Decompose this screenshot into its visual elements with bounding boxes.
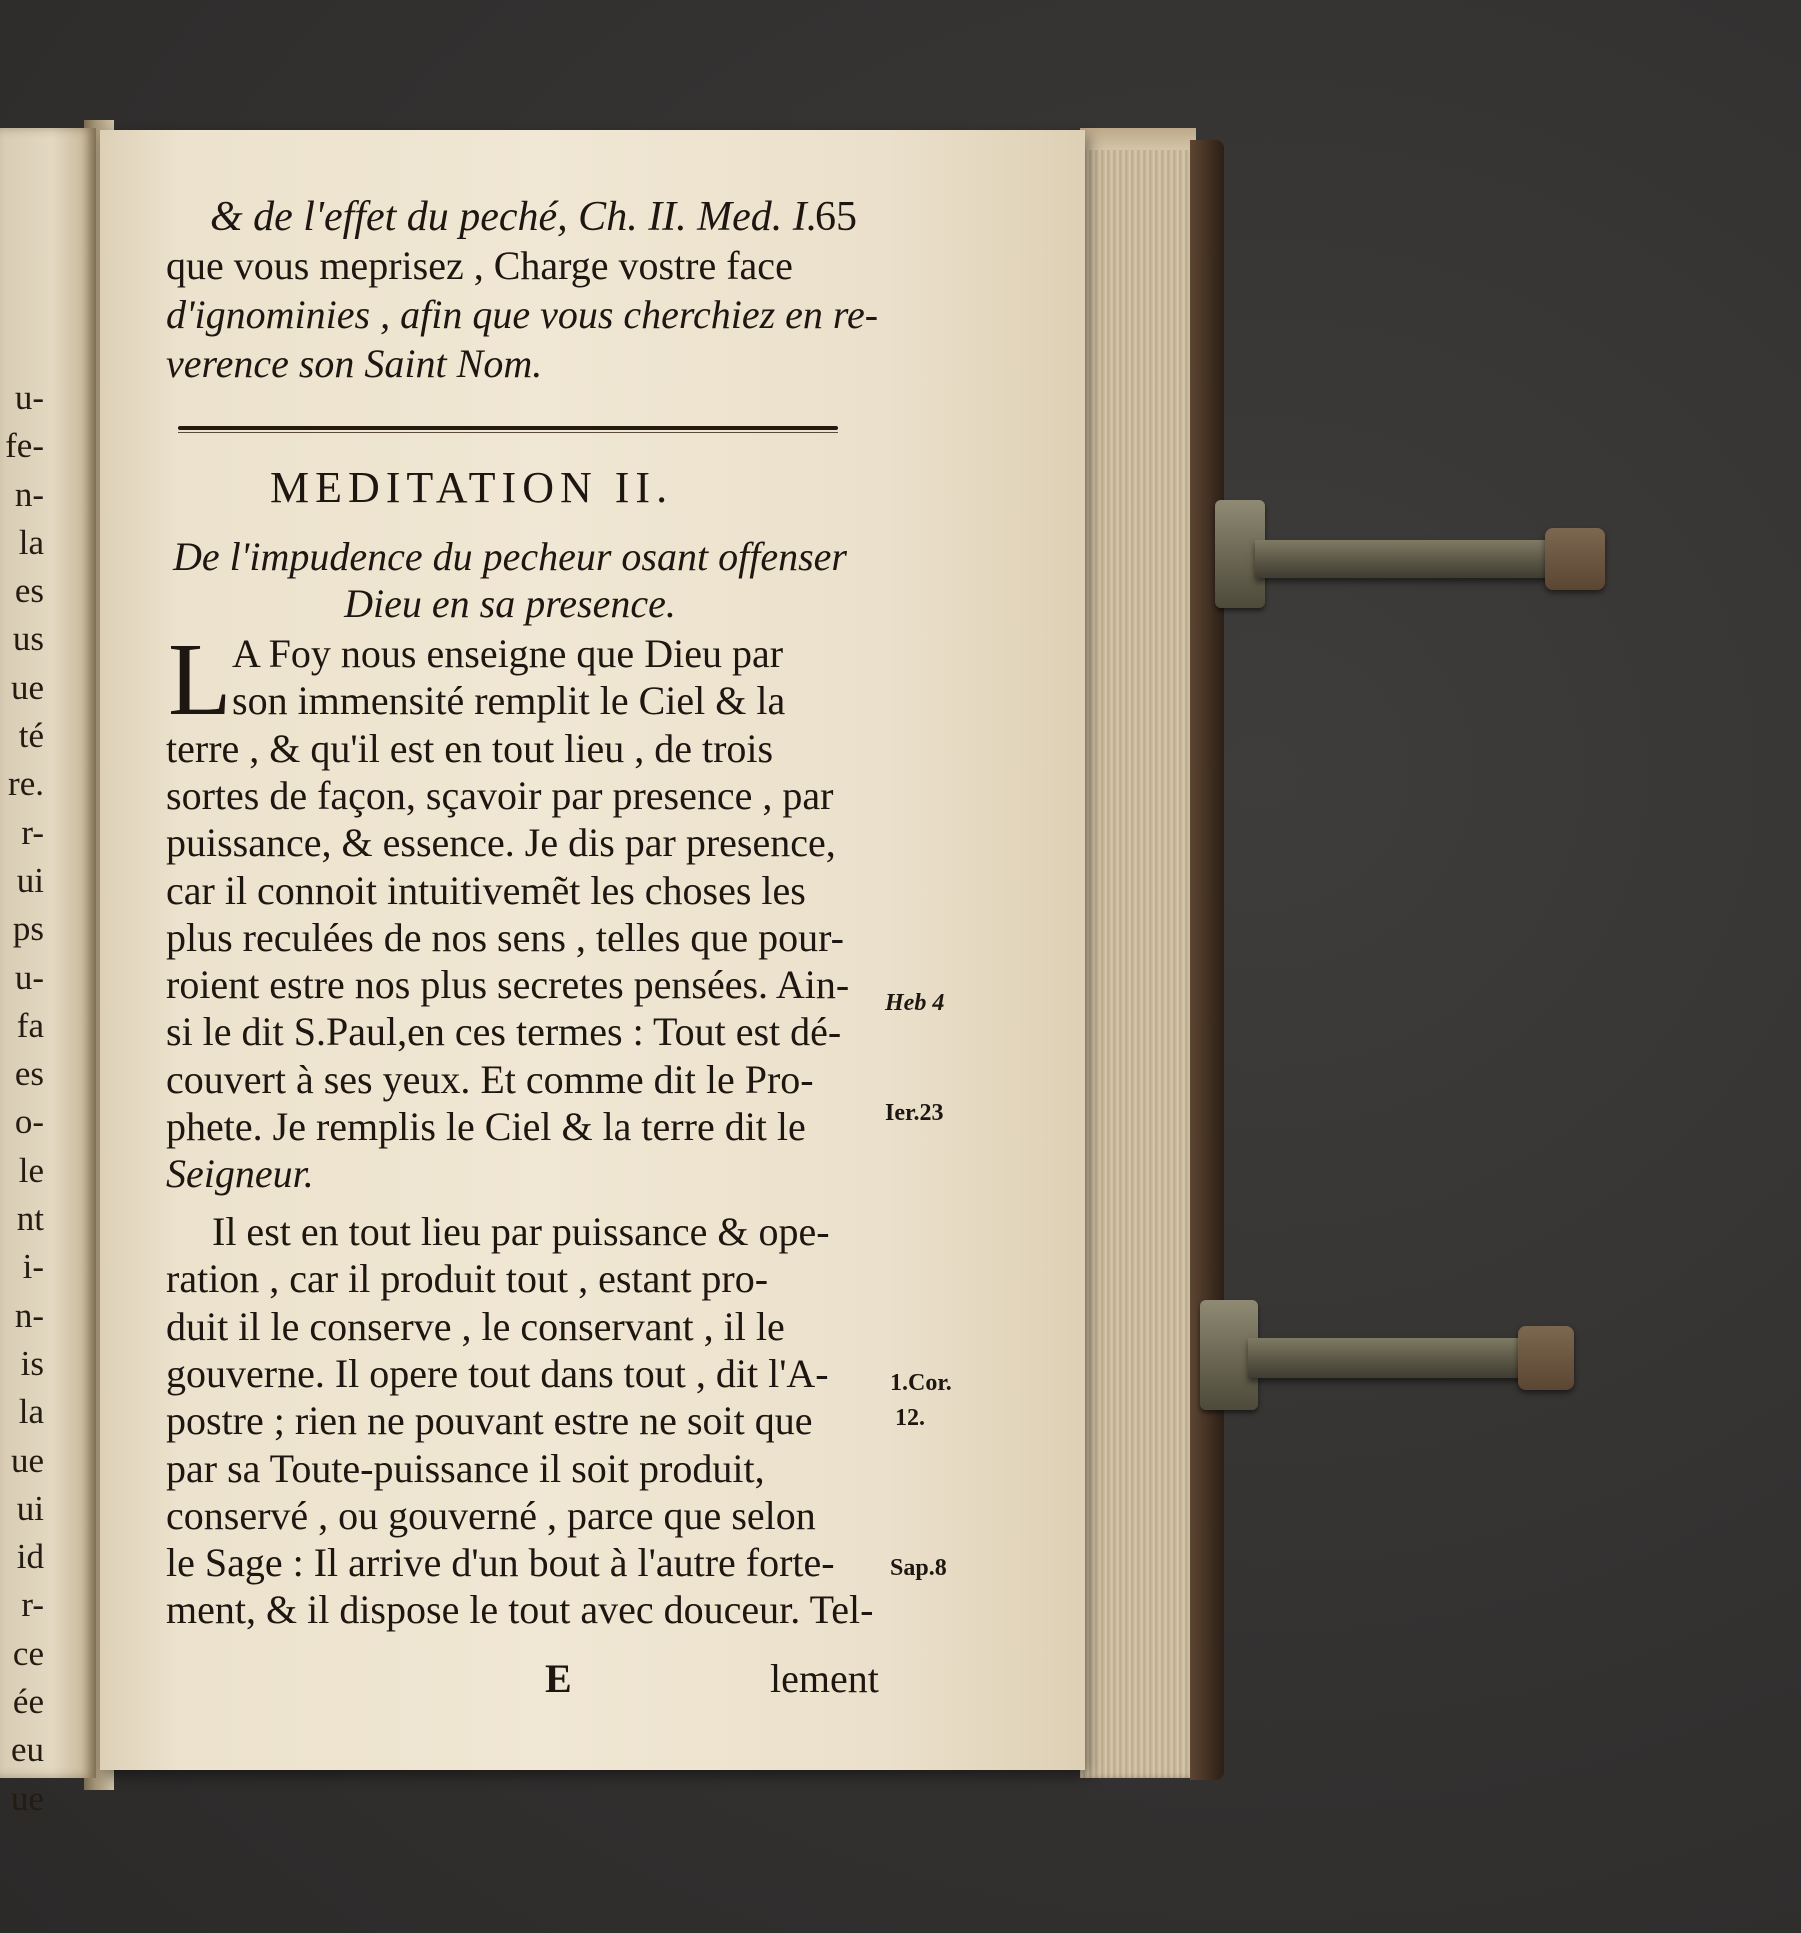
meditation-subheading: Dieu en sa presence.	[344, 581, 676, 626]
left-page-fragment: es	[14, 1054, 44, 1094]
text-line: A Foy nous enseigne que Dieu par	[232, 631, 784, 676]
left-page-fragment: té	[18, 716, 44, 756]
text-line: d'ignominies , afin que vous cherchiez en re-	[166, 292, 879, 337]
text-line: ment, & il dispose le tout avec douceur. Tel-	[166, 1587, 874, 1633]
text-line: postre ; rien ne pouvant estre ne soit que	[166, 1398, 813, 1444]
left-page-fragment: nt	[16, 1199, 44, 1239]
left-page-fragment: u-	[14, 957, 44, 997]
text-line: roient estre nos plus secretes pensées. Ain-	[166, 962, 850, 1008]
margin-note-sap: Sap.8	[890, 1555, 947, 1581]
text-line: Seigneur.	[166, 1151, 314, 1197]
text-line: gouverne. Il opere tout dans tout , dit l'A-	[166, 1350, 829, 1396]
left-page-fragment: is	[20, 1343, 44, 1383]
text-line: conservé , ou gouverné , parce que selon	[166, 1492, 816, 1538]
leather-cover-edge	[1190, 140, 1224, 1780]
left-page-fragment: fe-	[5, 426, 44, 466]
text-line: duit il le conserve , le conservant , il le	[166, 1303, 785, 1349]
section-rule	[178, 426, 838, 430]
margin-note-ier: Ier.23	[885, 1100, 944, 1126]
left-page-fragment: n-	[14, 1295, 44, 1335]
text-line: terre , & qu'il est en tout lieu , de trois	[166, 725, 774, 771]
margin-note-cor: 1.Cor.	[890, 1370, 952, 1396]
text-line: si le dit S.Paul,en ces termes : Tout est dé-	[166, 1009, 842, 1055]
signature-mark: E	[545, 1656, 572, 1701]
left-page-fragment: r-	[21, 1585, 44, 1625]
left-page-fragment: us	[12, 619, 44, 659]
left-page-line-fragments	[0, 373, 44, 1822]
text-line: plus reculées de nos sens , telles que pour-	[166, 914, 844, 960]
page-fore-edge	[1080, 128, 1196, 1778]
left-page-fragment: ée	[12, 1682, 44, 1722]
text-line: car il connoit intuitivemẽt les choses les	[166, 867, 806, 913]
left-page-fragment: la	[18, 522, 44, 562]
text-line: puissance, & essence. Je dis par presence,	[166, 820, 836, 866]
text-line: par sa Toute-puissance il soit produit,	[166, 1445, 765, 1491]
left-page-fragment: o-	[14, 1102, 44, 1142]
meditation-heading: MEDITATION II.	[270, 463, 674, 512]
drop-cap: L	[168, 622, 232, 737]
left-page-fragment: eu	[10, 1730, 44, 1770]
left-page-fragment: ce	[12, 1633, 44, 1673]
page-number: 65	[815, 194, 857, 240]
left-page-fragment: ui	[16, 860, 44, 900]
left-page-fragment: ui	[16, 1488, 44, 1528]
text-line: sortes de façon, sçavoir par presence , par	[166, 772, 834, 818]
left-page-fragment: es	[14, 571, 44, 611]
left-page-fragment: re.	[8, 764, 44, 804]
text-line: que vous meprisez , Charge vostre face	[166, 243, 793, 288]
left-page-fragment: id	[16, 1537, 44, 1577]
margin-note-cor-chapter: 12.	[895, 1405, 925, 1431]
left-page-fragment: la	[18, 1392, 44, 1432]
left-page-fragment: u-	[14, 378, 44, 417]
margin-note-heb: Heb 4	[885, 990, 945, 1016]
meditation-subheading: De l'impudence du pecheur osant offenser	[173, 534, 847, 579]
left-page-fragment: r-	[21, 812, 44, 852]
left-page-fragment: ue	[10, 1778, 44, 1818]
left-page-fragment: fa	[16, 1005, 44, 1045]
text-line: phete. Je remplis le Ciel & la terre dit le	[166, 1104, 806, 1149]
text-line: son immensité remplit le Ciel & la	[232, 678, 786, 724]
text-line: couvert à ses yeux. Et comme dit le Pro-	[166, 1056, 814, 1102]
text-line: le Sage : Il arrive d'un bout à l'autre forte-	[166, 1540, 835, 1586]
left-page-fragment: le	[18, 1150, 44, 1190]
running-head: & de l'effet du peché, Ch. II. Med. I.	[210, 194, 818, 240]
text-line: Il est en tout lieu par puissance & ope-	[212, 1209, 830, 1254]
section-rule-thin	[178, 432, 838, 433]
left-page-fragment: ps	[12, 909, 44, 949]
text-line: verence son Saint Nom.	[166, 341, 543, 386]
catchword: lement	[770, 1656, 879, 1701]
left-page-fragment: i-	[22, 1247, 44, 1287]
page-fore-edge-top	[1080, 128, 1196, 150]
left-page-fragment: ue	[10, 1440, 44, 1480]
left-page	[0, 128, 96, 1818]
left-page-fragment: ue	[10, 667, 44, 707]
text-line: ration , car il produit tout , estant pro-	[166, 1256, 769, 1302]
left-page-fragment: n-	[14, 474, 44, 514]
